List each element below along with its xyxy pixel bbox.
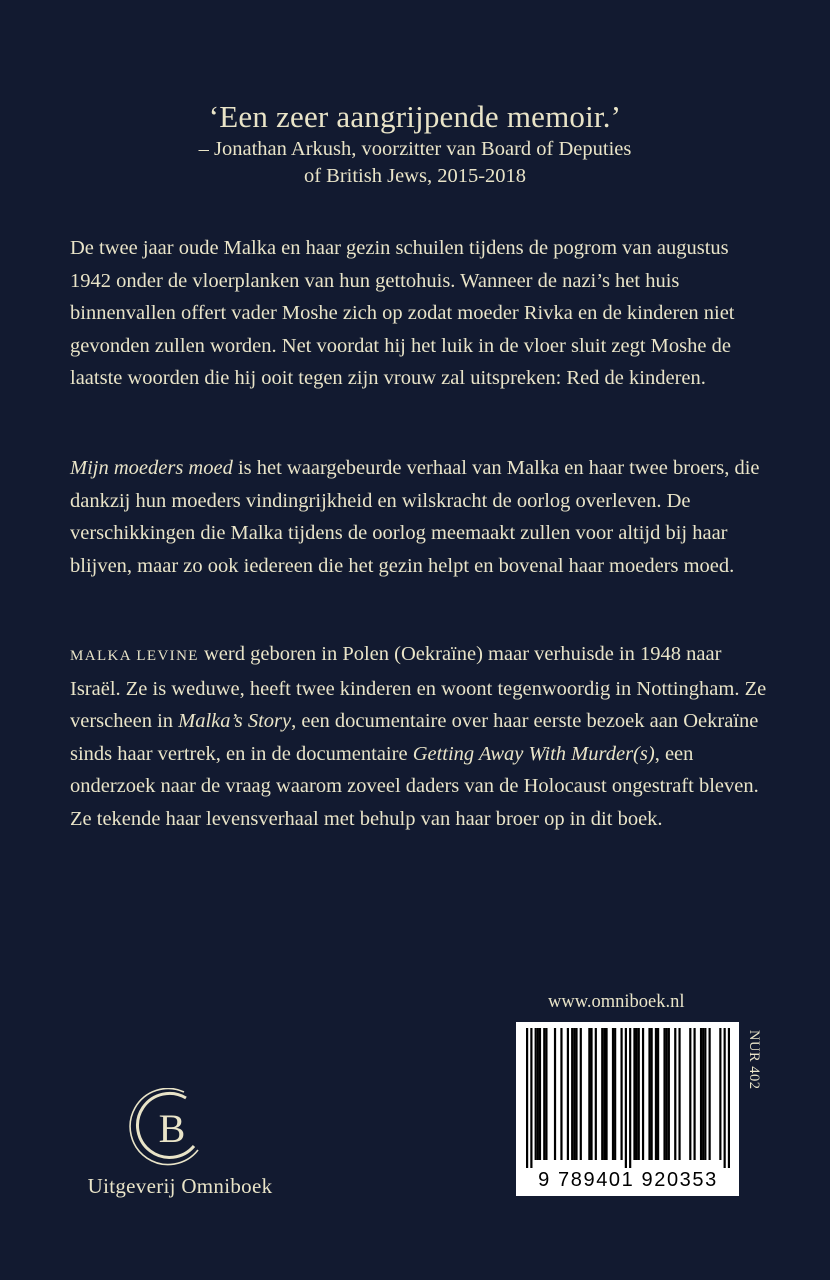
barcode-bar (590, 1028, 592, 1160)
author-name: MALKA LEVINE (70, 648, 199, 664)
barcode-bar (709, 1028, 711, 1160)
barcode-bar (702, 1028, 704, 1160)
endorsement-quote (120, 98, 710, 190)
barcode-bar (580, 1028, 582, 1160)
barcode-bar (620, 1028, 622, 1160)
barcode-bar (657, 1028, 659, 1160)
barcode-bar (539, 1028, 541, 1160)
isbn-number: 9 789401 920353 (538, 1169, 718, 1191)
author-bio-part-1: werd geboren in Polen (Oekraïne) maar verhuisde in 1948 naar Israël. Ze is weduwe, heeft twee kinderen en woont tegenwoordig in Nottingham. Ze verscheen in (70, 643, 767, 732)
barcode-bar (648, 1028, 650, 1160)
documentary-title-2: Getting Away With Murder(s) (412, 742, 655, 765)
isbn-barcode (516, 1022, 739, 1196)
quote-attribution-line-2: of British Jews, 2015-2018 (303, 165, 527, 187)
barcode-bar (700, 1028, 702, 1160)
barcode-bar (554, 1028, 556, 1160)
barcode-bar (537, 1028, 539, 1160)
barcode-bar (704, 1028, 706, 1160)
omniboek-b-logo-icon (128, 1088, 212, 1166)
nur-code: NUR 402 (746, 1030, 762, 1090)
quote-text: ‘Een zeer aangrijpende memoir.’ (208, 99, 622, 134)
barcode-bar (567, 1028, 569, 1160)
barcode-bar (651, 1028, 653, 1160)
barcode-bar (638, 1028, 640, 1160)
barcode-bar (728, 1028, 730, 1168)
barcode-bar (612, 1028, 614, 1160)
book-title-italic: Mijn moeders moed (70, 457, 233, 479)
barcode-bar (678, 1028, 680, 1160)
barcode-bar (693, 1028, 695, 1160)
barcode-bar (674, 1028, 676, 1160)
barcode-bar (575, 1028, 577, 1160)
barcode-bar (633, 1028, 635, 1160)
barcode-bar (545, 1028, 547, 1160)
barcode-bar (663, 1028, 665, 1160)
barcode-bar (614, 1028, 616, 1160)
barcode-bar (642, 1028, 644, 1160)
barcode-bar (526, 1028, 528, 1168)
barcode-bar (636, 1028, 638, 1160)
barcode-bar (601, 1028, 603, 1160)
barcode-bar (560, 1028, 562, 1160)
barcode-bar (588, 1028, 590, 1160)
barcode-bar (655, 1028, 657, 1160)
svg-text:B: B (158, 1106, 186, 1151)
barcode-bar (571, 1028, 573, 1160)
barcode-bar (535, 1028, 537, 1160)
barcode-bar (689, 1028, 691, 1160)
blurb-paragraph-2 (70, 452, 770, 582)
author-bio (70, 638, 770, 835)
barcode-bar (603, 1028, 605, 1160)
barcode-bar (668, 1028, 670, 1160)
barcode-bar (625, 1028, 627, 1168)
barcode-bars (526, 1028, 730, 1168)
author-bio-part-3: , een onderzoek naar de vraag waarom zoveel daders van de Holocaust ongestraft bleven. Ze tekende haar levensverhaal met behulp van haar broer op in dit boek. (70, 742, 759, 830)
barcode-bar (573, 1028, 575, 1160)
quote-attribution-line-1: – Jonathan Arkush, voorzitter van Board of Deputies (198, 138, 632, 160)
author-bio-part-2: , een documentaire over haar eerste bezoek aan Oekraïne sinds haar vertrek, en in de documentaire (70, 710, 759, 765)
barcode-bar (530, 1028, 532, 1168)
publisher-name: Uitgeverij Omniboek (87, 1174, 273, 1198)
publisher-website: www.omniboek.nl (548, 992, 685, 1012)
barcode-bar (719, 1028, 721, 1160)
barcode-bar (595, 1028, 597, 1160)
blurb-paragraph-2-text: is het waargebeurde verhaal van Malka en haar twee broers, die dankzij hun moeders vindingrijkheid en wilskracht de oorlog overleven. De verschikkingen die Malka tijdens de oorlog meemaakt zullen voor altijd bij haar blijven, maar zo ook iedereen die het gezin helpt en bovenal haar moeders moed. (70, 457, 760, 577)
barcode-bar (666, 1028, 668, 1160)
barcode-bar (629, 1028, 631, 1168)
barcode-bar (724, 1028, 726, 1168)
barcode-bar (543, 1028, 545, 1160)
blurb-paragraph-1 (70, 232, 770, 395)
blurb-paragraph-1-text: De twee jaar oude Malka en haar gezin schuilen tijdens de pogrom van augustus 1942 onder de vloerplanken van hun gettohuis. Wanneer de nazi’s het huis binnenvallen offert vader Moshe zich op zodat moeder Rivka en de kinderen niet gevonden zullen worden. Net voordat hij het luik in de vloer sluit zegt Moshe de laatste woorden die hij ooit tegen zijn vrouw zal uitspreken: Red de kinderen. (70, 237, 735, 389)
documentary-title-1: Malka’s Story (178, 710, 292, 732)
barcode-bar (605, 1028, 607, 1160)
